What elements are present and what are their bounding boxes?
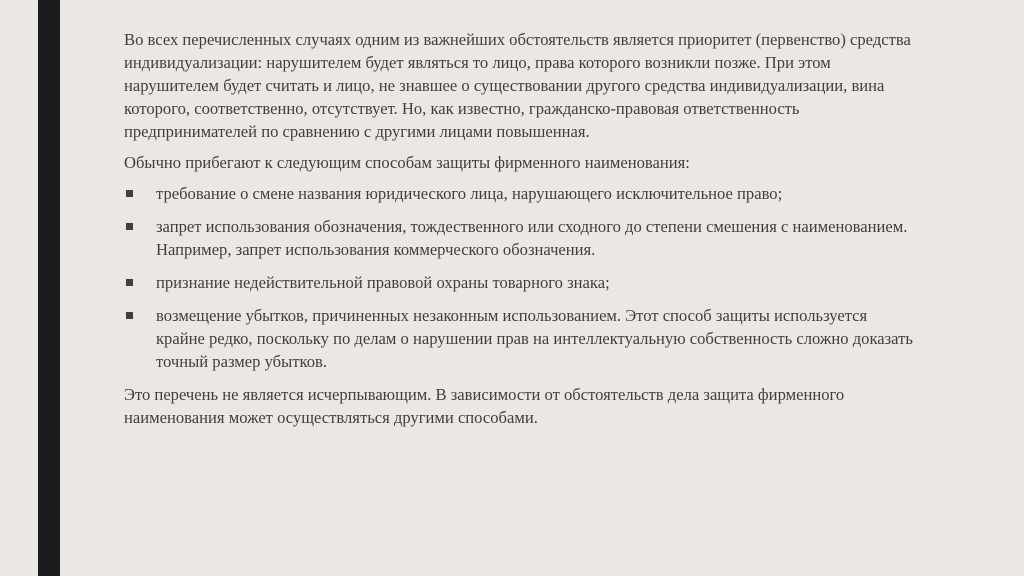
intro-paragraph: Во всех перечисленных случаях одним из важнейших обстоятельств является приоритет (первенство) средства индивидуализации: нарушителем будет являться то лицо, права которого возникли позже. При этом нарушителем будет считать и лицо, не знавшее о существовании другого средства индивидуализации, вина которого, соответственно, отсутствует. Но, как известно, гражданско-правовая ответственность предпринимателей по сравнению с другими лицами повышенная. [124, 30, 911, 141]
list-item-text: запрет использования обозначения, тождественного или сходного до степени смешения с наименованием. Например, запрет использования коммерческого обозначения. [156, 217, 908, 259]
square-bullet-icon [126, 223, 133, 230]
square-bullet-icon [126, 190, 133, 197]
methods-intro-paragraph: Обычно прибегают к следующим способам защиты фирменного наименования: [124, 153, 690, 172]
slide-content [124, 28, 914, 437]
list-item-text: признание недействительной правовой охраны товарного знака; [156, 273, 610, 292]
list-item-text: требование о смене названия юридического лица, нарушающего исключительное право; [156, 184, 783, 203]
square-bullet-icon [126, 279, 133, 286]
list-item-text: возмещение убытков, причиненных незаконным использованием. Этот способ защиты используется крайне редко, поскольку по делам о нарушении прав на интеллектуальную собственность сложно доказать точный размер убытков. [156, 306, 913, 371]
list-item [124, 304, 914, 373]
left-accent-bar [38, 0, 60, 576]
list-item [124, 271, 914, 294]
list-item [124, 182, 914, 205]
square-bullet-icon [126, 312, 133, 319]
protection-methods-list [124, 182, 914, 373]
closing-paragraph: Это перечень не является исчерпывающим. В зависимости от обстоятельств дела защита фирменного наименования может осуществляться другими способами. [124, 385, 845, 427]
list-item [124, 215, 914, 261]
